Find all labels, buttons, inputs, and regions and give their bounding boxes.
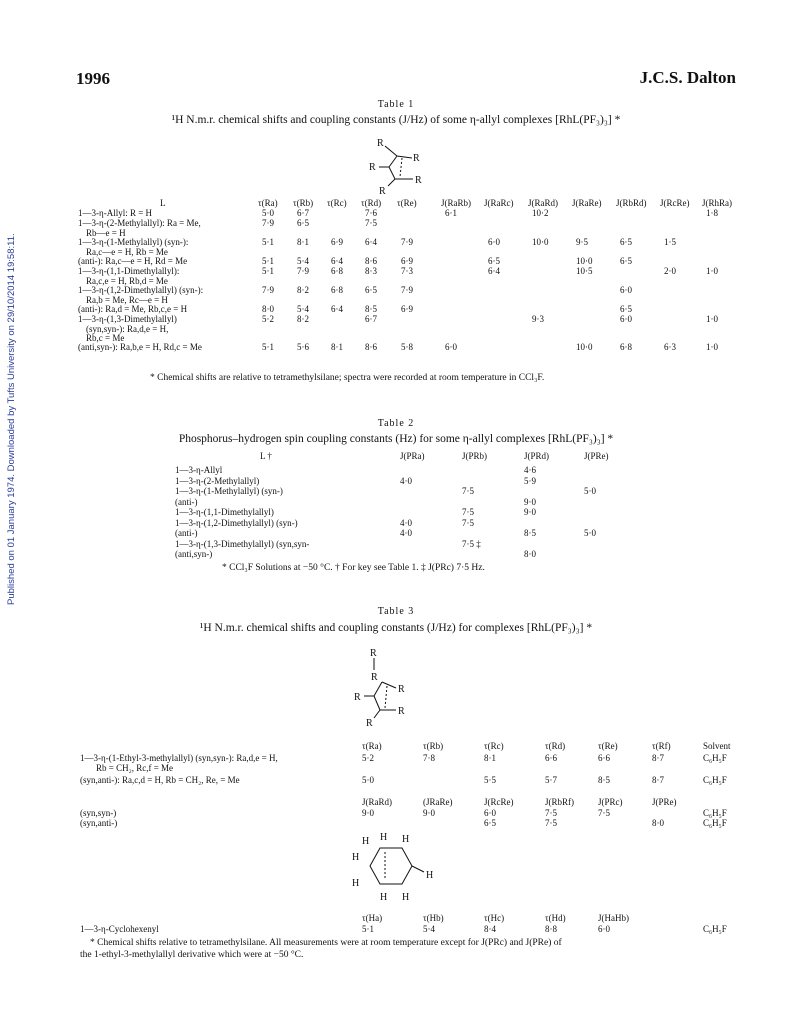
t2-cell: 7·5: [462, 486, 474, 496]
t3-row-label: (syn,anti-): [80, 818, 118, 828]
t1-cell: 7·9: [262, 218, 274, 228]
t1-header: J(RaRb): [441, 198, 471, 208]
t2-row-label: 1—3-η-(1,2-Dimethylallyl) (syn-): [175, 517, 298, 528]
t1-cell: 7·9: [401, 285, 413, 295]
t3-header-2: (JRaRe): [423, 797, 453, 807]
t2-cell: 7·5 ‡: [462, 538, 481, 549]
svg-text:H: H: [402, 892, 410, 903]
t1-cell: 1·5: [664, 237, 676, 247]
t1-cell: 7·6: [365, 208, 377, 218]
t3-header-3: τ(Hb): [423, 913, 444, 923]
t1-cell: 7·3: [401, 266, 413, 276]
t1-header: J(RaRd): [528, 198, 558, 208]
table2-footnote: * CCl₃F Solutions at −50 °C. † For key see Table 1. ‡ J(PRc) 7·5 Hz.: [222, 563, 485, 573]
t3-cell: 8·0: [652, 818, 664, 828]
t1-cell: 6·0: [620, 285, 632, 295]
t1-header: τ(Rc): [327, 198, 347, 208]
t1-cell: 7·5: [365, 218, 377, 228]
t1-cell: 6·3: [664, 342, 676, 352]
t1-cell: 6·9: [401, 256, 413, 266]
t3-cell: C₆H₅F: [703, 775, 727, 785]
t1-cell: 5·6: [297, 342, 309, 352]
t1-cell: 8·1: [331, 342, 343, 352]
t2-header: J(PRa): [400, 451, 425, 461]
download-note: Published on 01 January 1974. Downloaded by Tufts University on 29/10/2014 19:58:11.: [6, 233, 17, 605]
t1-row-label: 1—3-η-(1,1-Dimethylallyl):: [78, 266, 180, 276]
t1-cell: 10·0: [532, 237, 549, 247]
t1-cell: 10·5: [576, 266, 593, 276]
t1-row-label: 1—3-η-Allyl: R = H: [78, 208, 153, 218]
t3-cell: 6·6: [598, 753, 610, 763]
t3-header: τ(Ra): [362, 741, 382, 751]
svg-text:H: H: [380, 832, 388, 843]
t1-cell: 7·9: [262, 285, 274, 295]
t1-cell: 1·0: [706, 342, 718, 352]
t3-header: τ(Rc): [484, 741, 504, 751]
t1-header: J(RbRd): [616, 198, 647, 208]
t1-cell: 8·2: [297, 314, 309, 324]
t2-cell: 8·5: [524, 528, 536, 538]
t1-header: J(RaRc): [484, 198, 514, 208]
t1-cell: 6·0: [620, 314, 632, 324]
t2-cell: 7·5: [462, 507, 474, 517]
t1-cell: 8·3: [365, 266, 377, 276]
t1-header: τ(Ra): [258, 198, 278, 208]
t3-header: Solvent: [703, 741, 731, 751]
t1-cell: 10·2: [532, 208, 549, 218]
t2-header: J(PRb): [462, 451, 488, 461]
svg-text:R: R: [366, 718, 373, 729]
t1-row-label: (anti,syn-): Ra,b,e = H, Rd,c = Me: [78, 342, 202, 352]
t1-cell: 6·5: [488, 256, 500, 266]
svg-text:R: R: [398, 684, 405, 695]
t1-row-label: (anti-): Ra,c—e = H, Rd = Me: [78, 256, 188, 266]
t3-cell: 9·0: [362, 808, 374, 818]
t3-cell: 7·5: [545, 818, 557, 828]
table2-label: Table 2: [377, 418, 415, 429]
t1-cell: 5·4: [297, 304, 309, 314]
t3-row-label: 1—3-η-Cyclohexenyl: [80, 924, 159, 934]
t1-cell: 6·4: [331, 304, 343, 314]
table1-label: Table 1: [377, 99, 415, 110]
t1-cell: 6·5: [620, 304, 632, 314]
t2-cell: 4·0: [400, 475, 412, 486]
t1-cell: 7·9: [297, 266, 309, 276]
svg-text:H: H: [352, 852, 360, 863]
journal-title: J.C.S. Dalton: [639, 68, 736, 87]
t1-cell: 6·1: [445, 208, 457, 218]
t3-cell: 5·0: [362, 775, 374, 785]
struct1-re: R: [415, 175, 422, 186]
t3-cell: C₆H₅F: [703, 818, 727, 828]
t3-cell: 9·0: [423, 808, 435, 818]
t3-header-2: J(RcRe): [484, 797, 514, 807]
t1-cell: 6·4: [365, 237, 377, 247]
t3-cell: 6·0: [598, 924, 610, 934]
t3-cell: C₆H₅F: [703, 924, 727, 934]
table3-label: Table 3: [377, 606, 415, 617]
t2-cell: 8·0: [524, 549, 536, 559]
t3-header-2: J(PRc): [598, 797, 623, 807]
svg-text:R: R: [370, 648, 377, 659]
t1-header: τ(Rd): [361, 198, 382, 208]
t3-cell: 5·1: [362, 924, 374, 934]
svg-text:R: R: [398, 706, 405, 717]
svg-text:H: H: [380, 892, 388, 903]
t3-header-2: J(RaRd): [362, 797, 392, 807]
t1-row-label-cont: Ra,c,e = H, Rb,d = Me: [86, 276, 168, 286]
t1-cell: 6·5: [297, 218, 309, 228]
t1-cell: 6·7: [365, 314, 377, 324]
t2-row-label: (anti-): [175, 496, 198, 507]
t1-cell: 6·9: [401, 304, 413, 314]
t3-cell: 5·7: [545, 775, 557, 785]
t1-cell: 8·2: [297, 285, 309, 295]
t2-cell: 5·9: [524, 475, 536, 486]
svg-text:H: H: [352, 878, 360, 889]
t3-cell: 6·0: [484, 808, 496, 818]
t2-header: J(PRd): [524, 451, 550, 461]
t1-row-label-cont: Rb,c = Me: [86, 333, 125, 343]
t1-cell: 6·5: [620, 256, 632, 266]
svg-text:H: H: [402, 834, 410, 845]
t3-cell: 6·5: [484, 818, 496, 828]
table1-footnote: * Chemical shifts are relative to tetramethylsilane; spectra were recorded at room temperature in CCl₃F.: [150, 373, 545, 383]
t2-row-label: 1—3-η-(1,1-Dimethylallyl): [175, 507, 274, 517]
page-number: 1996: [76, 69, 110, 88]
t1-cell: 2·0: [664, 266, 676, 276]
t3-header: τ(Re): [598, 741, 618, 751]
t3-cell: 5·5: [484, 775, 496, 785]
t3-cell: 8·7: [652, 775, 664, 785]
t3-row-label: (syn,syn-): [80, 808, 117, 818]
t3-cell: 8·5: [598, 775, 610, 785]
cyclohexenyl-structure: [340, 830, 450, 912]
t1-cell: 1·0: [706, 266, 718, 276]
table3-footnote-1: * Chemical shifts relative to tetramethylsilane. All measurements were at room temperature except for J(PRc) and J(PRe) of: [90, 938, 562, 948]
allyl-structure-1: [355, 134, 455, 198]
t1-cell: 10·0: [576, 256, 593, 266]
t1-header: τ(Re): [397, 198, 417, 208]
t3-header: τ(Rf): [652, 741, 671, 751]
t1-cell: 6·4: [331, 256, 343, 266]
t2-row-label: 1—3-η-(2-Methylallyl): [175, 475, 260, 486]
t1-cell: 6·0: [488, 237, 500, 247]
t3-cell: 8·7: [652, 753, 664, 763]
t2-row-label: 1—3-η-(1,3-Dimethylallyl) (syn,syn-: [175, 538, 310, 549]
t3-header-3: τ(Ha): [362, 913, 383, 923]
t1-row-label-cont: Ra,b = Me, Rc—e = H: [86, 295, 168, 305]
t3-cell: 7·5: [598, 808, 610, 818]
t3-header-2: J(RbRf): [545, 797, 574, 807]
t1-cell: 6·5: [365, 285, 377, 295]
table3-caption: ¹H N.m.r. chemical shifts and coupling constants (J/Hz) for complexes [RhL(PF₃)₃] *: [199, 622, 593, 634]
t2-row-label: 1—3-η-Allyl: [175, 465, 223, 475]
svg-text:R: R: [354, 692, 361, 703]
t1-cell: 6·7: [297, 208, 309, 218]
t1-cell: 5·2: [262, 314, 274, 324]
t1-cell: 5·8: [401, 342, 413, 352]
table1-caption: ¹H N.m.r. chemical shifts and coupling constants (J/Hz) of some η-allyl complexes [RhL(PF₃)₃] *: [171, 114, 621, 126]
t1-header: J(RhRa): [702, 198, 732, 208]
t3-row-label: (syn,anti-): Ra,c,d = H, Rb = CH₂, Re, = Me: [80, 775, 240, 785]
t3-cell: 8·1: [484, 753, 496, 763]
t1-header: τ(Rb): [293, 198, 314, 208]
t1-cell: 1·0: [706, 314, 718, 324]
allyl-structure-3: [340, 642, 450, 738]
t1-cell: 5·4: [297, 256, 309, 266]
t1-cell: 5·1: [262, 342, 274, 352]
t3-cell: 8·8: [545, 924, 557, 934]
t1-cell: 6·8: [620, 342, 632, 352]
t1-cell: 5·0: [262, 208, 274, 218]
t1-cell: 6·4: [488, 266, 500, 276]
t3-cell: 5·4: [423, 924, 435, 934]
t2-cell: 9·0: [524, 496, 536, 507]
t1-cell: 5·1: [262, 256, 274, 266]
t2-cell: 5·0: [584, 528, 596, 538]
struct1-rd: R: [413, 153, 420, 164]
t1-row-label-cont: Rb—e = H: [86, 228, 126, 238]
t2-header: L †: [260, 451, 272, 461]
t1-cell: 6·8: [331, 285, 343, 295]
t1-row-label: 1—3-η-(1-Methylallyl) (syn-):: [78, 237, 189, 247]
t1-cell: 6·9: [331, 237, 343, 247]
t2-header: J(PRe): [584, 451, 609, 461]
t1-header: L: [160, 198, 166, 208]
t3-row-label-cont: Rb = CH₂, Rc,f = Me: [96, 763, 174, 773]
t1-row-label: 1—3-η-(1,2-Dimethylallyl) (syn-):: [78, 285, 204, 295]
t2-cell: 4·6: [524, 465, 536, 475]
t3-cell: 6·6: [545, 753, 557, 763]
svg-text:H: H: [426, 870, 434, 881]
svg-text:H: H: [362, 836, 370, 847]
t3-cell: C₆H₅F: [703, 753, 727, 763]
t3-header: τ(Rb): [423, 741, 444, 751]
t3-cell: 5·2: [362, 753, 374, 763]
t1-row-label: (anti-): Ra,d = Me, Rb,c,e = H: [78, 304, 188, 314]
struct1-rb: R: [377, 138, 384, 149]
struct1-rc: R: [379, 186, 386, 197]
t1-cell: 8·6: [365, 342, 377, 352]
t3-cell: 7·5: [545, 808, 557, 818]
t1-cell: 8·1: [297, 237, 309, 247]
t1-cell: 7·9: [401, 237, 413, 247]
t3-header: τ(Rd): [545, 741, 566, 751]
t1-cell: 5·1: [262, 266, 274, 276]
t2-cell: 4·0: [400, 517, 412, 528]
t2-cell: 7·5: [462, 517, 474, 528]
t2-cell: 4·0: [400, 528, 412, 538]
t3-header-2: J(PRe): [652, 797, 677, 807]
t3-row-label: 1—3-η-(1-Ethyl-3-methylallyl) (syn,syn-): Ra,d,e = H,: [80, 753, 278, 763]
table3-footnote-2: the 1-ethyl-3-methylallyl derivative which were at −50 °C.: [80, 950, 304, 960]
t2-cell: 5·0: [584, 486, 596, 496]
t1-cell: 6·0: [445, 342, 457, 352]
t1-cell: 10·0: [576, 342, 593, 352]
t1-header: J(RaRe): [572, 198, 602, 208]
t3-cell: C₆H₅F: [703, 808, 727, 818]
t1-cell: 6·5: [620, 237, 632, 247]
t3-header-3: J(HaHb): [598, 913, 629, 923]
t1-row-label-cont: (syn,syn-): Ra,d,e = H,: [86, 324, 169, 334]
t2-row-label: (anti,syn-): [175, 549, 213, 559]
t1-cell: 8·6: [365, 256, 377, 266]
svg-text:R: R: [371, 672, 378, 683]
t1-row-label-cont: Ra,c—e = H, Rb = Me: [86, 247, 168, 257]
t3-header-3: τ(Hd): [545, 913, 566, 923]
t1-row-label: 1—3-η-(1,3-Dimethylallyl): [78, 314, 177, 324]
t1-row-label: 1—3-η-(2-Methylallyl): Ra = Me,: [78, 218, 201, 228]
t1-cell: 9·5: [576, 237, 588, 247]
t2-row-label: 1—3-η-(1-Methylallyl) (syn-): [175, 486, 283, 496]
t3-cell: 7·8: [423, 753, 435, 763]
struct1-ra: R: [369, 162, 376, 173]
table2-caption: Phosphorus–hydrogen spin coupling constants (Hz) for some η-allyl complexes [RhL(PF₃)₃] *: [178, 433, 614, 445]
t3-header-3: τ(Hc): [484, 913, 505, 923]
t2-cell: 9·0: [524, 507, 536, 517]
t2-row-label: (anti-): [175, 528, 198, 538]
t1-cell: 8·0: [262, 304, 274, 314]
t3-cell: 8·4: [484, 924, 496, 934]
t1-cell: 9·3: [532, 314, 544, 324]
t1-cell: 5·1: [262, 237, 274, 247]
t1-cell: 1·8: [706, 208, 718, 218]
t1-cell: 8·5: [365, 304, 377, 314]
t1-header: J(RcRe): [660, 198, 690, 208]
t1-cell: 6·8: [331, 266, 343, 276]
